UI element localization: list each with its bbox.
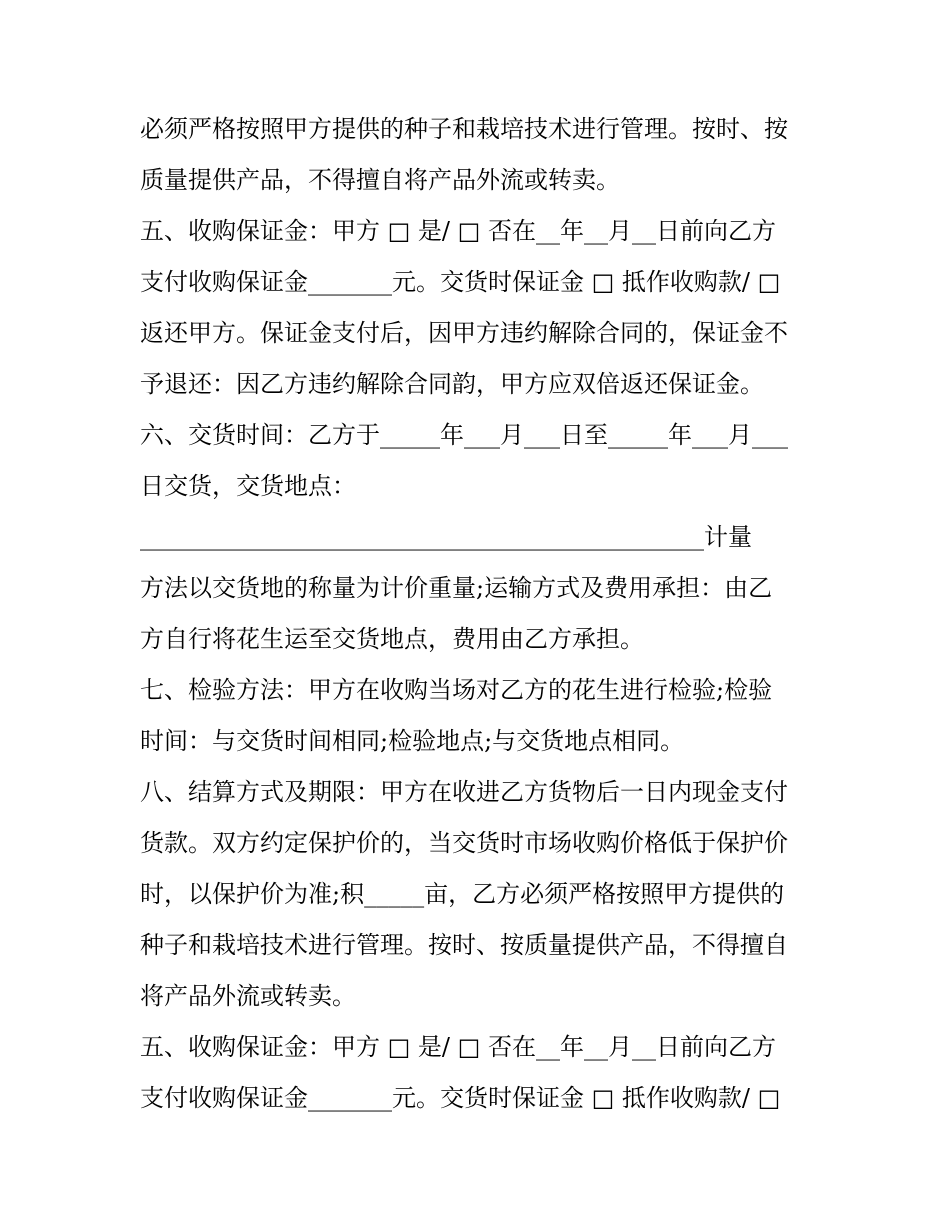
text-line: 五、收购保证金：甲方 □ 是/ □ 否在__年__月__日前向乙方 [140,217,776,245]
text-line: 必须严格按照甲方提供的种子和栽培技术进行管理。按时、按 [140,115,788,143]
text-line: _______________________________________________计量 [140,523,752,551]
text-line: 种子和栽培技术进行管理。按时、按质量提供产品，不得擅自 [140,931,788,959]
text-line: 六、交货时间：乙方于_____年___月___日至_____年___月___ [140,421,788,449]
text-line: 返还甲方。保证金支付后，因甲方违约解除合同的，保证金不 [140,319,788,347]
text-line: 方自行将花生运至交货地点，费用由乙方承担。 [140,625,644,653]
text-line: 时，以保护价为准;积_____亩，乙方必须严格按照甲方提供的 [140,880,785,908]
text-line: 时间：与交货时间相同;检验地点;与交货地点相同。 [140,727,685,755]
text-line: 货款。双方约定保护价的，当交货时市场收购价格低于保护价 [140,829,788,857]
text-line: 支付收购保证金_______元。交货时保证金 □ 抵作收购款/ □ [140,1084,781,1112]
text-line: 七、检验方法：甲方在收购当场对乙方的花生进行检验;检验 [140,676,773,704]
text-line: 五、收购保证金：甲方 □ 是/ □ 否在__年__月__日前向乙方 [140,1033,776,1061]
text-line: 日交货，交货地点： [140,472,356,500]
text-line: 质量提供产品，不得擅自将产品外流或转卖。 [140,166,620,194]
text-line: 予退还：因乙方违约解除合同韵，甲方应双倍返还保证金。 [140,370,764,398]
text-line: 方法以交货地的称量为计价重量;运输方式及费用承担：由乙 [140,574,773,602]
text-line: 八、结算方式及期限：甲方在收进乙方货物后一日内现金支付 [140,778,788,806]
contract-text [140,104,820,1124]
text-line: 支付收购保证金_______元。交货时保证金 □ 抵作收购款/ □ [140,268,781,296]
text-line: 将产品外流或转卖。 [140,982,356,1010]
